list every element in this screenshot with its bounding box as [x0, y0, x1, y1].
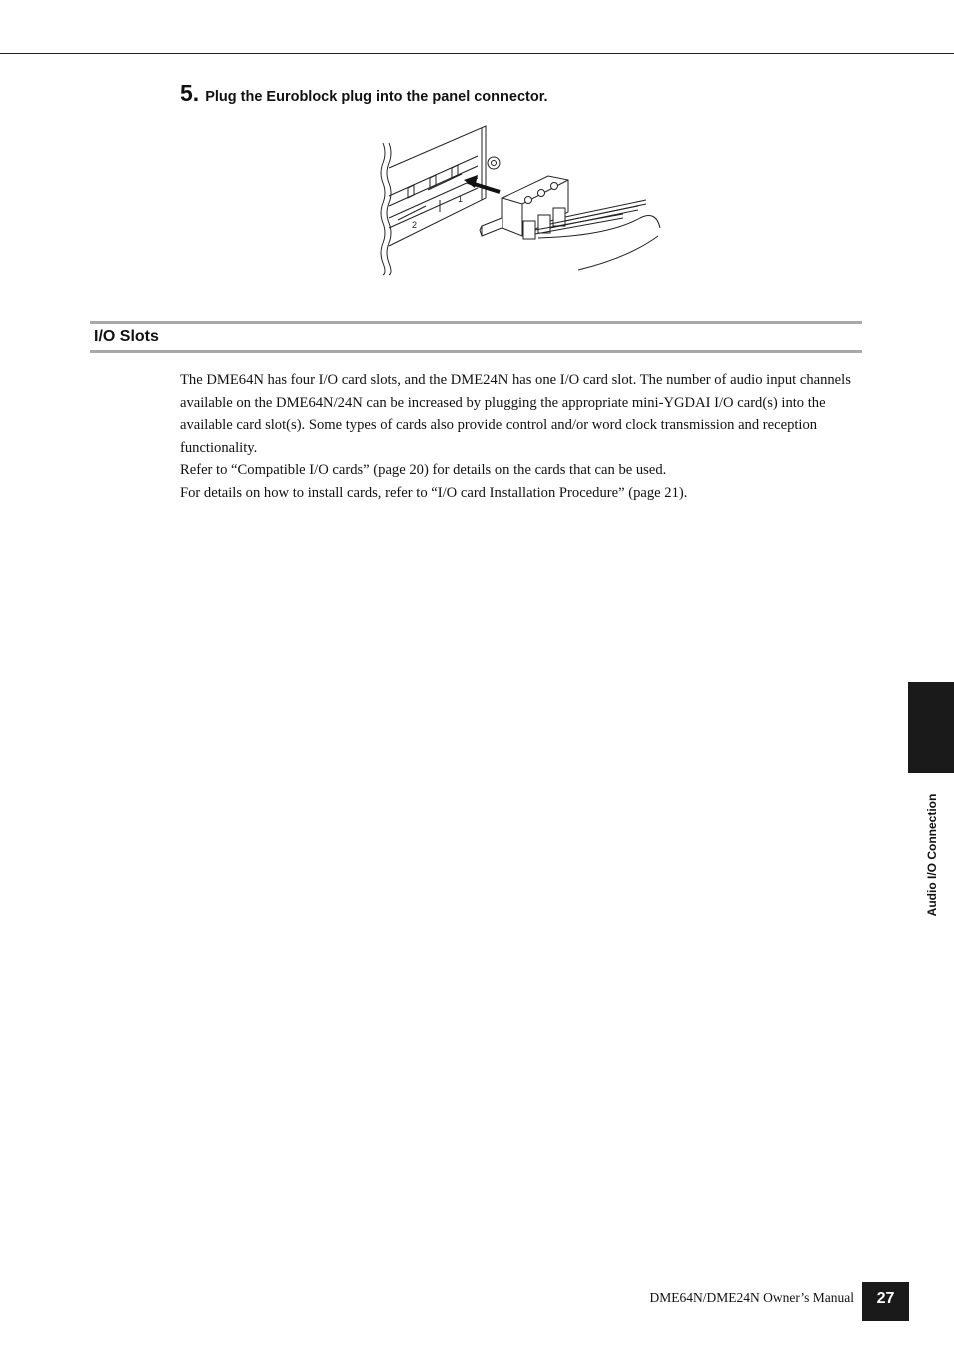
paragraph: Refer to “Compatible I/O cards” (page 20) for details on the cards that can be used. [180, 462, 667, 478]
paragraph: The DME64N has four I/O card slots, and the DME24N has one I/O card slot. The number of audio input channels available on the DME64N/24N can be increased by plugging the appropriate mini-YGDAI I/O card(s) into the available card slot(s). Some types of cards also provide control and/or word clock transmission and reception functionality. [180, 372, 851, 456]
manual-title: DME64N/DME24N Owner’s Manual [649, 1290, 854, 1305]
chapter-label: Audio I/O Connection [925, 793, 939, 917]
paragraph: For details on how to install cards, refer to “I/O card Installation Procedure” (page 21). [180, 484, 688, 501]
step-5 [180, 80, 548, 107]
section-title: I/O Slots [94, 328, 159, 345]
page-number: 27 [862, 1282, 909, 1321]
chapter-tab [908, 682, 954, 773]
step-number: 5. [180, 80, 200, 106]
step-instruction: Plug the Euroblock plug into the panel connector. [205, 89, 548, 105]
header-rule [0, 53, 954, 54]
body-text [180, 369, 864, 504]
slot-label-2: 2 [412, 220, 418, 230]
slot-label-1: 1 [458, 194, 464, 204]
section-header [90, 321, 862, 353]
euroblock-plug-illustration [378, 118, 668, 280]
